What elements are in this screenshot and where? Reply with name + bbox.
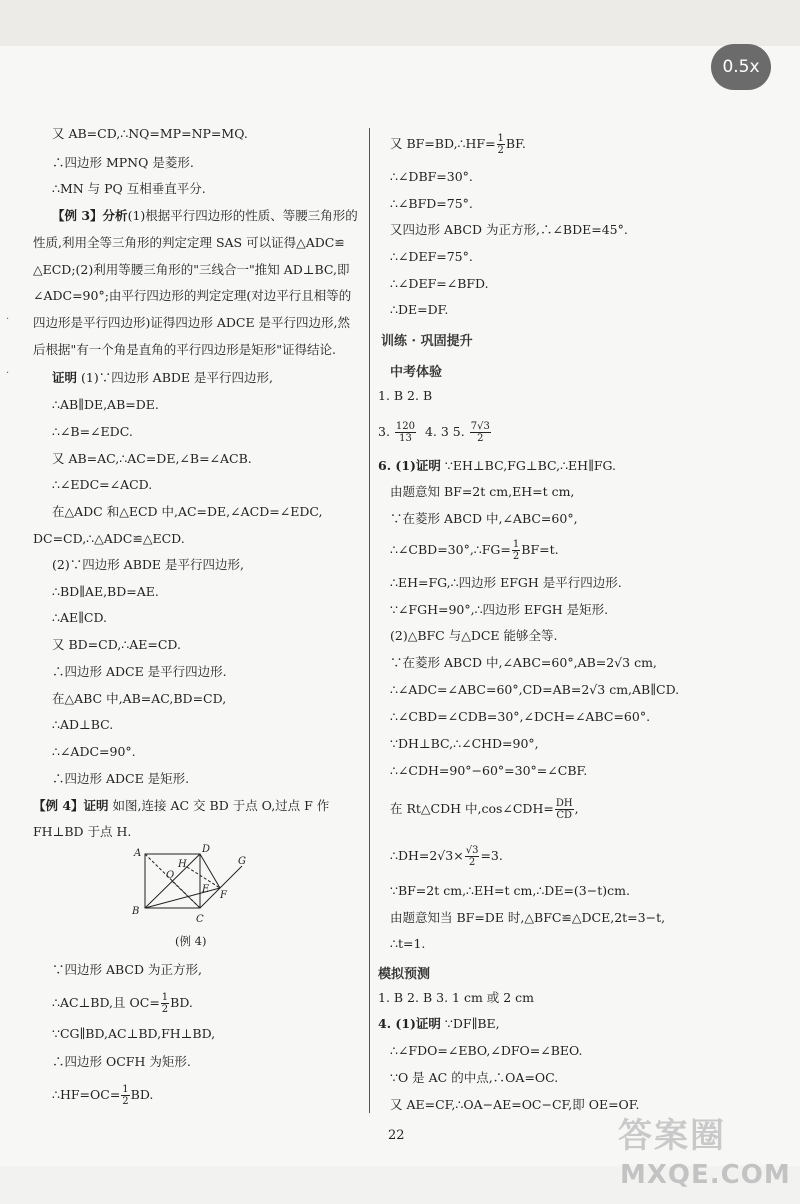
text-line: 性质,利用全等三角形的判定定理 SAS 可以证得△ADC≌ (33, 235, 345, 250)
proof-label: 6. (1)证明 (378, 458, 441, 473)
text-span: (1)根据平行四边形的性质、等腰三角形的 (127, 208, 358, 223)
numerator: 1 (161, 992, 169, 1003)
text-line: ∴四边形 ADCE 是矩形. (52, 771, 190, 786)
text-line: ∴AE∥CD. (52, 610, 107, 625)
text-line: FH⊥BD 于点 H. (33, 824, 132, 839)
text-span: 如图,连接 AC 交 BD 于点 O,过点 F 作 (112, 798, 330, 813)
text-line: 四边形是平行四边形)证得四边形 ADCE 是平行四边形,然 (33, 315, 351, 330)
text-span: 在 Rt△CDH 中,cos∠CDH= (390, 801, 554, 816)
text-span: =3. (480, 848, 503, 863)
proof-label: 证明 (52, 370, 78, 385)
text-line: 1. B 2. B (378, 388, 433, 403)
text-line: ∵∠FGH=90°,∴四边形 EFGH 是矩形. (390, 602, 609, 617)
text-span: ∵DF∥BE, (444, 1016, 500, 1031)
label-g: G (238, 856, 246, 867)
label-e: E (202, 884, 210, 895)
numerator: 1 (122, 1084, 129, 1095)
denominator: CD (556, 810, 573, 821)
text-span: (1)∵四边形 ABDE 是平行四边形, (81, 370, 273, 385)
top-bar (0, 0, 800, 46)
section-heading: 模拟预测 (378, 967, 431, 982)
text-line: 又 AB=AC,∴AC=DE,∠B=∠ACB. (52, 451, 252, 466)
text-line: ∴∠DEF=∠BFD. (390, 276, 489, 291)
text-line (378, 458, 616, 474)
line-df (200, 854, 220, 888)
denominator: 2 (161, 1004, 169, 1015)
fraction (121, 1084, 129, 1107)
text-line: (2)△BFC 与△DCE 能够全等. (390, 628, 558, 643)
fraction (470, 421, 491, 444)
text-line: 后根据"有一个角是直角的平行四边形是矩形"证得结论. (33, 342, 336, 357)
text-line (390, 795, 579, 823)
text-line (390, 536, 559, 564)
label-h: H (178, 859, 187, 870)
label-o: O (166, 870, 175, 881)
text-line: 又 AB=CD,∴NQ=MP=NP=MQ. (52, 126, 248, 141)
denominator: 2 (512, 551, 520, 562)
denominator: 13 (399, 433, 412, 444)
numerator: 1 (512, 539, 520, 550)
text-line: ∴∠FDO=∠EBO,∠DFO=∠BEO. (390, 1043, 583, 1058)
label-c: C (196, 914, 204, 925)
text-line: 又四边形 ABCD 为正方形,∴∠BDE=45°. (390, 222, 628, 237)
text-line: ∴AB∥DE,AB=DE. (52, 397, 159, 412)
text-line: ∵O 是 AC 的中点,∴OA=OC. (390, 1070, 559, 1085)
text-line: ∴∠BFD=75°. (390, 196, 473, 211)
text-line: (2)∵四边形 ABDE 是平行四边形, (52, 557, 244, 572)
text-span: ∴HF=OC= (52, 1087, 121, 1102)
text-line: ∴∠EDC=∠ACD. (52, 477, 153, 492)
numerator: 120 (395, 421, 416, 432)
text-span: BF. (505, 136, 526, 151)
fraction (395, 421, 416, 444)
margin-mark: · (6, 314, 10, 325)
label-b: B (132, 906, 140, 917)
margin-mark: · (6, 368, 10, 379)
text-line: DC=CD,∴△ADC≌△ECD. (33, 531, 185, 546)
text-span: ∴DH=2√3× (390, 848, 464, 863)
text-line: ∴∠CBD=∠CDB=30°,∠DCH=∠ABC=60°. (390, 709, 651, 724)
text-line (390, 132, 526, 156)
section-heading: 中考体验 (390, 365, 443, 380)
geometry-figure (120, 838, 260, 928)
numerator: √3 (465, 845, 479, 856)
text-line: ∵DH⊥BC,∴∠CHD=90°, (390, 736, 539, 751)
text-span: ∴AC⊥BD,且 OC= (52, 995, 160, 1010)
text-line: 1. B 2. B 3. 1 cm 或 2 cm (378, 990, 535, 1005)
text-line: ∴四边形 ADCE 是平行四边形. (52, 664, 227, 679)
text-line: 又 AE=CF,∴OA−AE=OC−CF,即 OE=OF. (390, 1097, 640, 1112)
fraction (497, 133, 505, 156)
text-line: 由题意知 BF=2t cm,EH=t cm, (390, 484, 575, 499)
example-label: 【例 3】分析 (52, 208, 128, 223)
text-line: △ECD;(2)利用等腰三角形的"三线合一"推知 AD⊥BC,即 (33, 262, 350, 277)
label-f: F (220, 890, 227, 901)
text-line: 由题意知当 BF=DE 时,△BFC≌△DCE,2t=3−t, (390, 910, 666, 925)
proof-label: 4. (1)证明 (378, 1016, 441, 1031)
text-line: ∴∠DEF=75°. (390, 249, 473, 264)
text-line (33, 798, 329, 814)
text-span: BD. (130, 1087, 154, 1102)
text-line: ∴∠CDH=90°−60°=30°=∠CBF. (390, 763, 588, 778)
section-heading: 训练 · 巩固提升 (381, 334, 473, 349)
text-line (378, 418, 492, 446)
text-line (390, 842, 503, 870)
text-line: ∴∠DBF=30°. (390, 169, 473, 184)
text-line: ∴DE=DF. (390, 302, 449, 317)
text-line: ∴∠B=∠EDC. (52, 424, 133, 439)
text-span: BD. (170, 995, 193, 1010)
text-line: ∴四边形 MPNQ 是菱形. (52, 155, 194, 170)
text-line: ∵BF=2t cm,∴EH=t cm,∴DE=(3−t)cm. (390, 883, 630, 898)
text-line: ∴∠ADC=90°. (52, 744, 136, 759)
numerator: DH (555, 798, 573, 809)
denominator: 2 (122, 1096, 129, 1107)
text-span: ∵EH⊥BC,FG⊥BC,∴EH∥FG. (444, 458, 617, 473)
text-line: 在△ABC 中,AB=AC,BD=CD, (52, 691, 227, 706)
page-number: 22 (388, 1128, 405, 1143)
label-a: A (134, 848, 142, 859)
text-line: 又 BD=CD,∴AE=CD. (52, 637, 181, 652)
text-span: BF=t. (521, 542, 559, 557)
text-line (52, 370, 273, 386)
numerator: 1 (497, 133, 504, 144)
text-line (52, 208, 358, 224)
text-span: , (574, 801, 579, 816)
denominator: 2 (497, 145, 504, 156)
text-line: ∵四边形 ABCD 为正方形, (52, 962, 202, 977)
denominator: 2 (468, 857, 476, 868)
text-span: 3. (378, 424, 390, 439)
text-line: 在△ADC 和△ECD 中,AC=DE,∠ACD=∠EDC, (52, 504, 323, 519)
column-divider (369, 128, 370, 1113)
text-line (52, 1082, 153, 1108)
fraction (512, 539, 520, 562)
watermark-site: MXQE.COM (620, 1160, 791, 1190)
text-line: ∴∠ADC=∠ABC=60°,CD=AB=2√3 cm,AB∥CD. (390, 682, 680, 697)
example-label: 【例 4】证明 (33, 798, 109, 813)
fraction (161, 992, 169, 1015)
text-line (378, 1016, 500, 1032)
text-span: 又 BF=BD,∴HF= (390, 136, 496, 151)
text-line: ∴EH=FG,∴四边形 EFGH 是平行四边形. (390, 575, 622, 590)
fraction (555, 798, 574, 821)
playback-speed-button[interactable]: 0.5x (711, 44, 771, 90)
text-line: ∵在菱形 ABCD 中,∠ABC=60°, (390, 511, 578, 526)
text-line: ∵CG∥BD,AC⊥BD,FH⊥BD, (52, 1026, 216, 1041)
text-line: ∴MN 与 PQ 互相垂直平分. (52, 181, 206, 196)
text-line (52, 990, 193, 1016)
denominator: 2 (477, 433, 484, 444)
text-span: 4. 3 5. (424, 424, 465, 439)
figure-caption: (例 4) (175, 934, 207, 948)
text-line: ∴AD⊥BC. (52, 717, 114, 732)
watermark-brand: 答案圈 (618, 1116, 726, 1156)
text-line: ∴BD∥AE,BD=AE. (52, 584, 159, 599)
numerator: 7√3 (470, 421, 490, 432)
text-line: ∠ADC=90°;由平行四边形的判定定理(对边平行且相等的 (33, 288, 352, 303)
text-line: ∴t=1. (390, 936, 426, 951)
text-line: ∴四边形 OCFH 为矩形. (52, 1054, 191, 1069)
text-line: ∵在菱形 ABCD 中,∠ABC=60°,AB=2√3 cm, (390, 655, 657, 670)
text-span: ∴∠CBD=30°,∴FG= (390, 542, 511, 557)
label-d: D (202, 844, 211, 855)
fraction (465, 845, 480, 868)
